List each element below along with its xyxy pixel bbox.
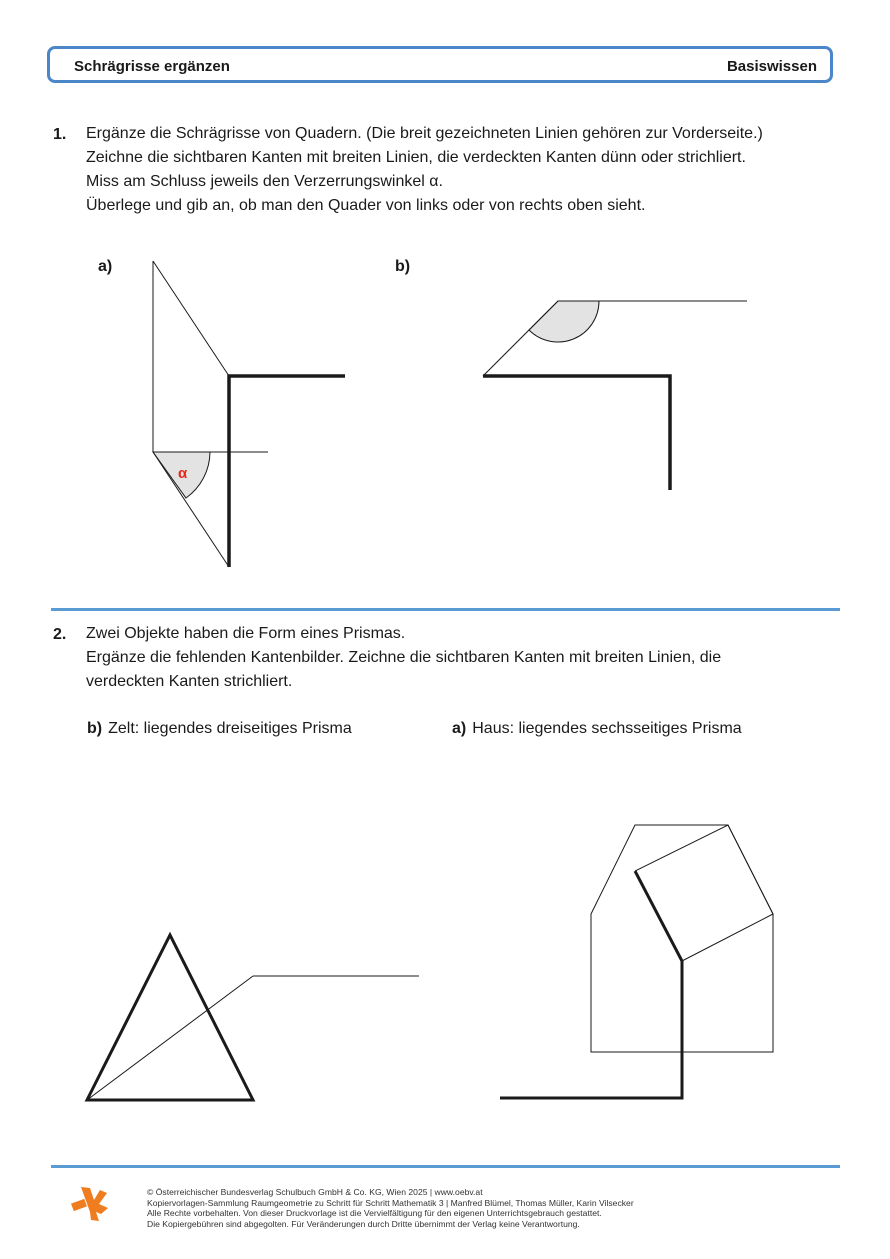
task-2a-house-figure xyxy=(500,825,773,1098)
thin-edge xyxy=(87,976,253,1100)
logo-mark xyxy=(71,1199,87,1211)
thin-edges xyxy=(635,825,773,961)
task-1-line: Überlege und gib an, ob man den Quader von links oder von rechts oben sieht. xyxy=(86,197,646,214)
footer-line: Alle Rechte vorbehalten. Von dieser Druckvorlage ist die Vervielfältigung für den eigenen Unterrichtsgebrauch gestattet. xyxy=(147,1208,602,1218)
task-1a-label: a) xyxy=(98,258,113,275)
task-2a-caption xyxy=(452,720,742,738)
section-divider xyxy=(51,608,840,611)
task-2-line: Zwei Objekte haben die Form eines Prismas. xyxy=(86,625,406,642)
task-1b-label: b) xyxy=(395,258,411,275)
difficulty-label: Basiswissen xyxy=(726,58,817,75)
publisher-logo xyxy=(71,1187,108,1221)
task-1a-figure xyxy=(153,261,345,567)
task-2b-text: Zelt: liegendes dreiseitiges Prisma xyxy=(108,720,352,737)
task-1-line: Ergänze die Schrägrisse von Quadern. (Die breit gezeichneten Linien gehören zur Vorderseite.) xyxy=(86,125,763,142)
worksheet-title: Schrägrisse ergänzen xyxy=(74,58,230,75)
task-2-line: Ergänze die fehlenden Kantenbilder. Zeichne die sichtbaren Kanten mit breiten Linien, die xyxy=(86,649,722,666)
footer-line: © Österreichischer Bundesverlag Schulbuch GmbH & Co. KG, Wien 2025 | www.oebv.at xyxy=(147,1187,483,1197)
footer-line: Die Kopiergebühren sind abgegolten. Für Veränderungen durch Dritte übernimmt der Verlag keine Verantwortung. xyxy=(147,1218,580,1229)
front-edges xyxy=(229,376,345,567)
task-2-instructions xyxy=(86,622,721,694)
angle-arc xyxy=(529,301,599,342)
task-1-line: Miss am Schluss jeweils den Verzerrungswinkel α. xyxy=(86,173,443,190)
task-1b-figure xyxy=(483,301,747,490)
task-2-line: verdeckten Kanten strichliert. xyxy=(86,673,293,690)
footer-copyright xyxy=(147,1187,634,1229)
footer-line: Kopiervorlagen-Sammlung Raumgeometrie zu Schritt für Schritt Mathematik 3 | Manfred Blümel, Thomas Müller, Karin Vilsecker xyxy=(147,1197,634,1208)
task-2-number: 2. xyxy=(53,626,67,643)
front-triangle xyxy=(87,935,253,1100)
task-2a-text: Haus: liegendes sechsseitiges Prisma xyxy=(472,720,742,737)
footer-divider xyxy=(51,1165,840,1168)
task-2b-caption xyxy=(87,720,352,738)
front-edges xyxy=(483,376,670,490)
task-1-line: Zeichne die sichtbaren Kanten mit breiten Linien, die verdeckten Kanten dünn oder strichliert. xyxy=(86,149,746,166)
task-2b-letter: b) xyxy=(87,720,103,737)
task-2b-tent-figure xyxy=(87,935,419,1100)
task-2a-letter: a) xyxy=(452,720,467,737)
thin-edge xyxy=(153,261,229,376)
alpha-label: α xyxy=(178,465,188,482)
task-1-number: 1. xyxy=(53,126,67,143)
